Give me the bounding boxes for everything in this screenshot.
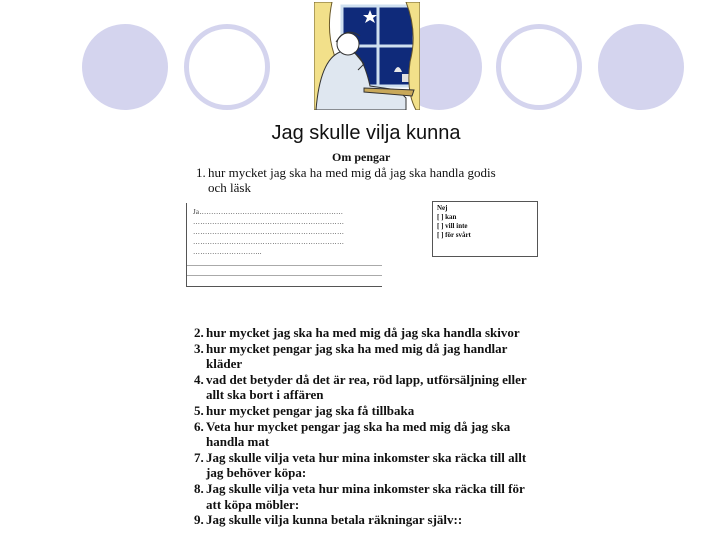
ja-rule xyxy=(187,265,382,266)
question-8 xyxy=(194,481,539,512)
question-line: allt ska bort i affären xyxy=(206,387,324,403)
question-line: Veta hur mycket pengar jag ska ha med mig då jag ska xyxy=(206,418,511,434)
nej-option-for-svart: [ ] för svårt xyxy=(437,231,471,239)
question-line: vad det betyder då det är rea, röd lapp, utförsäljning eller xyxy=(206,371,527,387)
page-title: Jag skulle vilja kunna xyxy=(271,122,461,144)
decor-circle-5 xyxy=(598,24,684,110)
ja-line-1: Ja…………………………………………………… xyxy=(193,208,344,216)
question-1-line-1: hur mycket jag ska ha med mig då jag ska handla godis xyxy=(208,165,496,180)
question-line: Jag skulle vilja kunna betala räkningar själv:: xyxy=(206,512,463,528)
question-line: kläder xyxy=(206,356,243,372)
person-at-window-illustration xyxy=(314,2,420,110)
nej-option-kan: [ ] kan xyxy=(437,213,457,221)
ja-answer-box xyxy=(186,203,382,287)
decor-circle-1 xyxy=(82,24,168,110)
question-list xyxy=(194,325,539,528)
question-number: 8. xyxy=(194,480,204,496)
ja-line-5: ……………………….. xyxy=(193,248,262,256)
question-number: 2. xyxy=(194,325,204,340)
subtitle: Om pengar xyxy=(332,150,391,164)
nej-option-vill-inte: [ ] vill inte xyxy=(437,222,468,230)
question-line: att köpa möbler: xyxy=(206,496,300,512)
question-line: hur mycket jag ska ha med mig då jag ska handla skivor xyxy=(206,325,520,340)
decor-circle-2 xyxy=(184,24,270,110)
question-2 xyxy=(194,325,539,341)
question-line: hur mycket pengar jag ska få tillbaka xyxy=(206,402,415,418)
question-1-line-2: och läsk xyxy=(208,180,251,195)
question-line: handla mat xyxy=(206,434,270,450)
question-3 xyxy=(194,341,539,372)
question-line: Jag skulle vilja veta hur mina inkomster ska räcka till för xyxy=(206,480,525,496)
nej-heading: Nej xyxy=(437,204,448,212)
question-number: 6. xyxy=(194,418,204,434)
question-line: hur mycket pengar jag ska ha med mig då jag handlar xyxy=(206,340,508,356)
question-5 xyxy=(194,403,539,419)
ja-line-4: ……………………………………………………… xyxy=(193,238,345,246)
ja-line-2: ……………………………………………………… xyxy=(193,218,345,226)
question-number: 4. xyxy=(194,371,204,387)
question-7 xyxy=(194,450,539,481)
question-number: 7. xyxy=(194,449,204,465)
question-6 xyxy=(194,419,539,450)
question-number: 9. xyxy=(194,512,204,528)
question-1-number: 1. xyxy=(196,165,206,180)
nej-answer-box xyxy=(432,201,538,257)
question-9 xyxy=(194,512,539,528)
ja-rule xyxy=(187,275,382,276)
question-4 xyxy=(194,372,539,403)
question-number: 3. xyxy=(194,340,204,356)
question-1 xyxy=(196,165,536,195)
question-line: Jag skulle vilja veta hur mina inkomster ska räcka till allt xyxy=(206,449,527,465)
decor-circle-4 xyxy=(496,24,582,110)
ja-line-3: ……………………………………………………… xyxy=(193,228,345,236)
question-line: jag behöver köpa: xyxy=(206,465,307,481)
question-number: 5. xyxy=(194,402,204,418)
